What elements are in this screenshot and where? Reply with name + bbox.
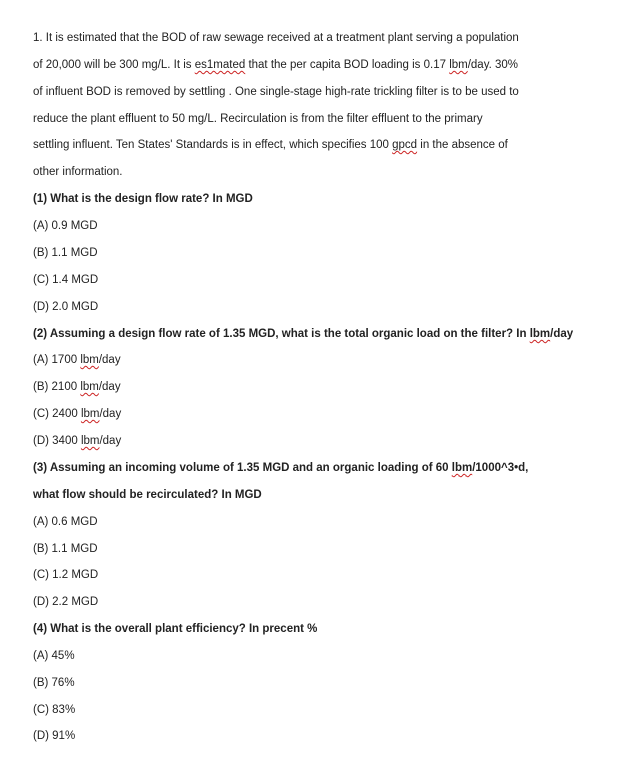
spell-flag-word: gpcd [392, 139, 418, 151]
q1-option-d: (D) 2.0 MGD [33, 301, 99, 313]
intro-line-6: other information. [33, 166, 123, 178]
question-3: (3) Assuming an incoming volume of 1.35 MGD and an organic loading of 60 lbm/1000^3•d, [33, 462, 529, 474]
question-2: (2) Assuming a design flow rate of 1.35 MGD, what is the total organic load on the filter? In lbm/day [33, 328, 574, 340]
q2-option-b: (B) 2100 lbm/day [33, 381, 121, 393]
q2-option-c: (C) 2400 lbm/day [33, 408, 122, 420]
spell-flag-word: lbm [529, 328, 551, 340]
q2-option-d: (D) 3400 lbm/day [33, 435, 122, 447]
q4-option-a: (A) 45% [33, 650, 75, 662]
question-4: (4) What is the overall plant efficiency? In precent % [33, 623, 318, 635]
q4-option-b: (B) 76% [33, 677, 75, 689]
intro-line-5: settling influent. Ten States' Standards is in effect, which specifies 100 gpcd in the absence of [33, 139, 508, 151]
spell-flag-word: lbm [80, 354, 99, 366]
q3-option-c: (C) 1.2 MGD [33, 569, 99, 581]
q3-option-d: (D) 2.2 MGD [33, 596, 99, 608]
intro-line-3: of influent BOD is removed by settling . One single-stage high-rate trickling filter is to be used to [33, 86, 519, 98]
question-3-continued: what flow should be recirculated? In MGD [33, 489, 262, 501]
q4-option-d: (D) 91% [33, 730, 76, 742]
intro-line-2: of 20,000 will be 300 mg/L. It is es1mated that the per capita BOD loading is 0.17 lbm/day. 30% [33, 59, 519, 71]
spell-flag-word: lbm [80, 435, 100, 447]
q1-option-b: (B) 1.1 MGD [33, 247, 98, 259]
question-1: (1) What is the design flow rate? In MGD [33, 193, 253, 205]
q3-option-a: (A) 0.6 MGD [33, 516, 98, 528]
intro-line-1: 1. It is estimated that the BOD of raw sewage received at a treatment plant serving a population [33, 32, 519, 44]
q1-option-c: (C) 1.4 MGD [33, 274, 99, 286]
q1-option-a: (A) 0.9 MGD [33, 220, 98, 232]
spell-flag-word: lbm [449, 59, 468, 71]
spell-flag-word: lbm [80, 381, 99, 393]
q2-option-a: (A) 1700 lbm/day [33, 354, 121, 366]
intro-line-4: reduce the plant effluent to 50 mg/L. Recirculation is from the filter effluent to the primary [33, 113, 483, 125]
q4-option-c: (C) 83% [33, 704, 76, 716]
q3-option-b: (B) 1.1 MGD [33, 543, 98, 555]
spell-flag-word: lbm [451, 462, 473, 474]
spell-flag-word: lbm [80, 408, 100, 420]
spell-flag-word: es1mated [194, 59, 246, 71]
